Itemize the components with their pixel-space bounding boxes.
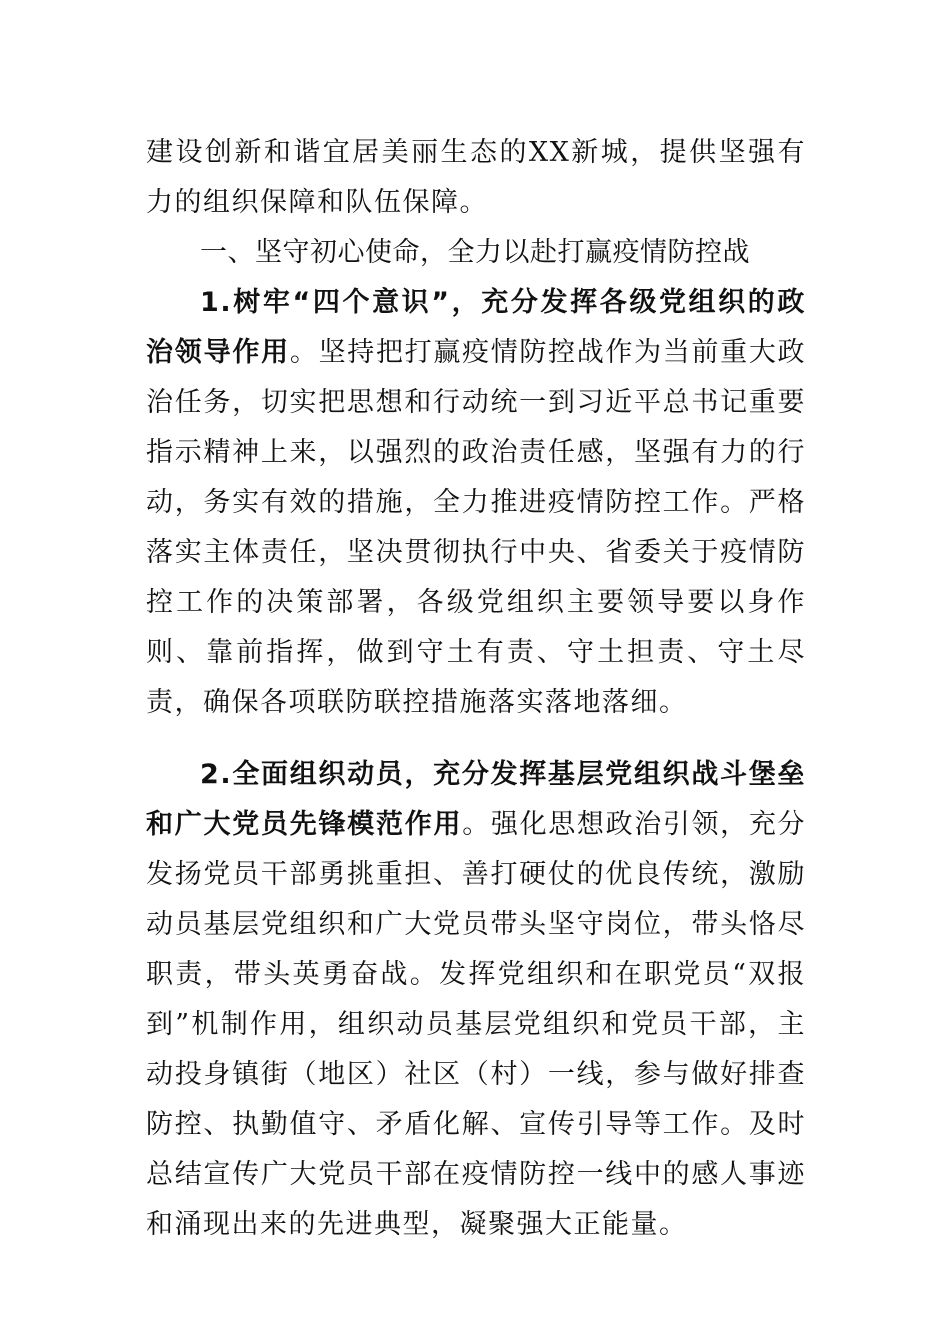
- item-2-body: 。强化思想政治引领，充分发扬党员干部勇挑重担、善打硬仗的优良传统，激励动员基层党组织和广大党员带头坚守岗位，带头恪尽职责，带头英勇奋战。发挥党组织和在职党员“双报到”机制作用，组织动员基层党组织和党员干部，主动投身镇街（地区）社区（村）一线，参与做好排查防控、执勤值守、矛盾化解、宣传引导等工作。及时总结宣传广大党员干部在疫情防控一线中的感人事迹和涌现出来的先进典型，凝聚强大正能量。: [146, 809, 806, 1240]
- item-1-title: 1.树牢“四个意识”，充分发挥各级党组织的政治领导作用: [146, 287, 806, 368]
- section-heading: 一、坚守初心使命，全力以赴打赢疫情防控战: [200, 237, 750, 268]
- document-page: [146, 128, 806, 1250]
- item-2-paragraph: [146, 750, 806, 1250]
- paragraph-gap: [146, 728, 806, 750]
- item-1-body: 。坚持把打赢疫情防控战作为当前重大政治任务，切实把思想和行动统一到习近平总书记重要指示精神上来，以强烈的政治责任感，坚强有力的行动，务实有效的措施，全力推进疫情防控工作。严格落实主体责任，坚决贯彻执行中央、省委关于疫情防控工作的决策部署，各级党组织主要领导要以身作则、靠前指挥，做到守土有责、守土担责、守土尽责，确保各项联防联控措施落实落地落细。: [146, 337, 807, 718]
- intro-paragraph: 建设创新和谐宜居美丽生态的XX新城，提供坚强有力的组织保障和队伍保障。: [146, 137, 806, 218]
- item-1-paragraph: [146, 278, 806, 728]
- item-2-title: 2.全面组织动员，充分发挥基层党组织战斗堡垒和广大党员先锋模范作用: [146, 759, 806, 840]
